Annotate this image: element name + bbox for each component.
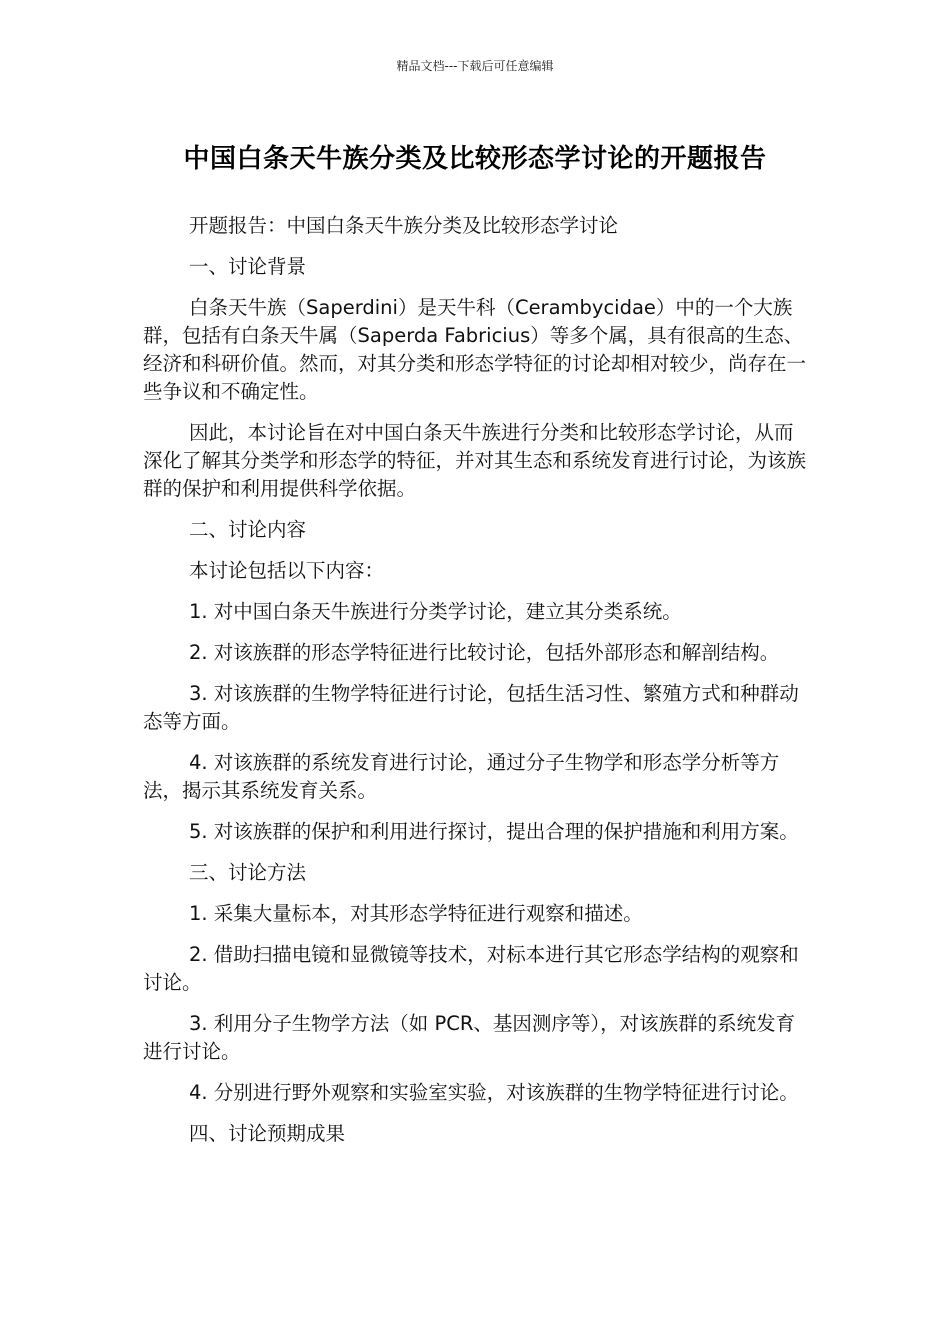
document-title: 中国白条天牛族分类及比较形态学讨论的开题报告 bbox=[183, 144, 767, 174]
content-item-3: 3. 对该族群的生物学特征进行讨论，包括生活习性、繁殖方式和种群动态等方面。 bbox=[143, 682, 799, 733]
method-item-3: 3. 利用分子生物学方法（如 PCR、基因测序等），对该族群的系统发育进行讨论。 bbox=[143, 1012, 796, 1063]
section-heading-methods: 三、讨论方法 bbox=[189, 861, 307, 884]
paragraph-report-subtitle: 开题报告：中国白条天牛族分类及比较形态学讨论 bbox=[189, 214, 619, 237]
paragraph-content-intro: 本讨论包括以下内容： bbox=[189, 559, 385, 582]
method-item-4: 4. 分别进行野外观察和实验室实验，对该族群的生物学特征进行讨论。 bbox=[189, 1081, 799, 1104]
document-body bbox=[143, 212, 809, 1161]
paragraph-background-1: 白条天牛族（Saperdini）是天牛科（Cerambycidae）中的一个大族群，包括有白条天牛属（Saperda Fabricius）等多个属，具有很高的生态、经济和科研价值。然而，对其分类和形态学特征的讨论却相对较少，尚存在一些争议和不确定性。 bbox=[143, 296, 807, 403]
section-heading-content: 二、讨论内容 bbox=[189, 518, 307, 541]
content-item-1: 1. 对中国白条天牛族进行分类学讨论，建立其分类系统。 bbox=[189, 600, 682, 623]
section-heading-expected-results: 四、讨论预期成果 bbox=[189, 1122, 346, 1145]
method-item-2: 2. 借助扫描电镜和显微镜等技术，对标本进行其它形态学结构的观察和讨论。 bbox=[143, 943, 799, 994]
content-item-4: 4. 对该族群的系统发育进行讨论，通过分子生物学和形态学分析等方法，揭示其系统发育关系。 bbox=[143, 751, 780, 802]
method-item-1: 1. 采集大量标本，对其形态学特征进行观察和描述。 bbox=[189, 902, 643, 925]
content-item-5: 5. 对该族群的保护和利用进行探讨，提出合理的保护措施和利用方案。 bbox=[189, 820, 799, 843]
header-note: 精品文档---下载后可任意编辑 bbox=[396, 59, 554, 73]
paragraph-background-2: 因此，本讨论旨在对中国白条天牛族进行分类和比较形态学讨论，从而深化了解其分类学和形态学的特征，并对其生态和系统发育进行讨论，为该族群的保护和利用提供科学依据。 bbox=[143, 421, 807, 500]
content-item-2: 2. 对该族群的形态学特征进行比较讨论，包括外部形态和解剖结构。 bbox=[189, 641, 780, 664]
section-heading-background: 一、讨论背景 bbox=[189, 255, 307, 278]
